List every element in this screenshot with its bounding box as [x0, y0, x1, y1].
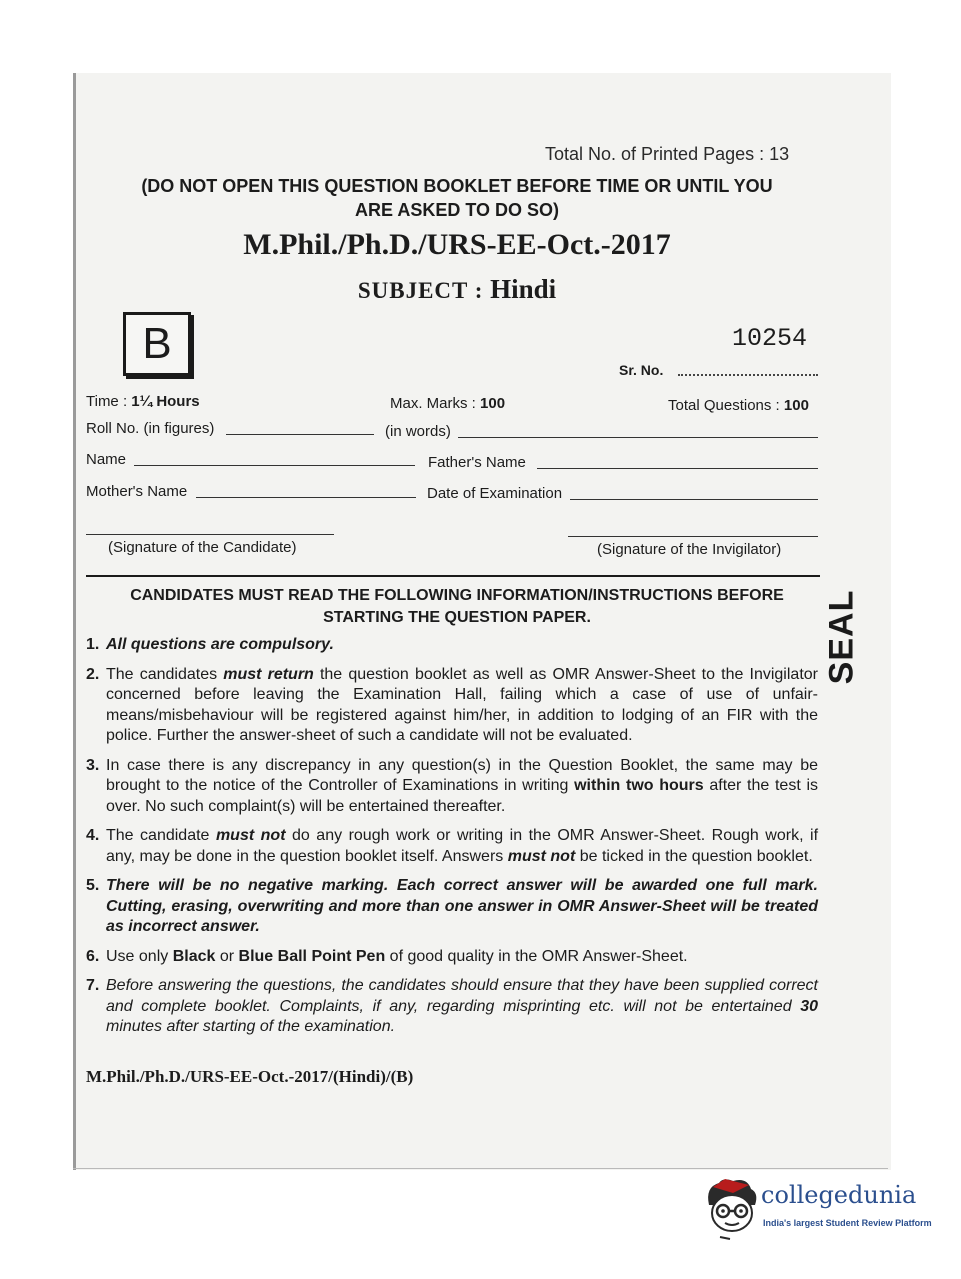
instructions-list [86, 635, 818, 1047]
serial-number-dotted-line [678, 374, 818, 376]
text-segment: or [215, 947, 239, 965]
booklet-code-footer: M.Phil./Ph.D./URS-EE-Oct.-2017/(Hindi)/(B) [86, 1067, 414, 1086]
exam-title: M.Phil./Ph.D./URS-EE-Oct.-2017 [243, 228, 671, 261]
instruction-item [86, 876, 818, 938]
roll-no-words-label: (in words) [385, 423, 451, 440]
booklet-set-box: B [123, 312, 191, 376]
text-segment: In case there is any discrepancy in any question(s) in the Question Booklet, the same may be brought to the notice of the Controller of Examinations in writing [106, 756, 818, 794]
emphasis: must not [215, 827, 286, 844]
instruction-item [86, 635, 818, 656]
emphasis: must return [223, 665, 314, 683]
instruction-text [106, 976, 818, 1038]
invigilator-signature-label: (Signature of the Invigilator) [597, 541, 782, 558]
warning-line-1: (DO NOT OPEN THIS QUESTION BOOKLET BEFORE TIME OR UNTIL YOU [141, 176, 773, 196]
instruction-item [86, 976, 818, 1038]
instruction-number: 1. [86, 636, 100, 653]
serial-number-value: 10254 [732, 324, 808, 353]
instruction-number: 4. [86, 827, 100, 844]
text-segment: of good quality in the OMR Answer-Sheet. [385, 947, 688, 965]
date-of-exam-field[interactable] [570, 499, 818, 500]
text-segment: Before answering the questions, the candidates should ensure that they have been supplied correct and complete booklet. Complaints, if any, regarding misprinting etc. will not be entertained [106, 977, 818, 1015]
time-value: 1¼ Hours [131, 393, 200, 410]
instruction-number: 3. [86, 756, 100, 774]
emphasis: Black [172, 947, 216, 965]
text-segment: do any rough work or writing in the OMR Answer-Sheet. Rough work, if any, may be done in the question booklet itself. Answers [106, 827, 819, 865]
text-segment: the question booklet as well as OMR Answer-Sheet to the Invigilator concerned before leaving the Examination Hall, failing which a case of use of unfair-means/misbehaviour will be registered against him/her, in addition to lodging of an FIR with the police. Further the answer-sheet of such a candidate will not be evaluated. [106, 665, 818, 744]
instructions-heading-line-1: CANDIDATES MUST READ THE FOLLOWING INFORMATION/INSTRUCTIONS BEFORE [130, 587, 784, 604]
name-label: Name [86, 451, 127, 468]
name-field[interactable] [134, 465, 415, 466]
collegedunia-logo [703, 1175, 933, 1245]
roll-no-words-field[interactable] [458, 437, 818, 438]
emphasis: Blue Ball Point Pen [238, 947, 386, 965]
total-printed-pages: Total No. of Printed Pages : 13 [545, 144, 790, 164]
instruction-number: 6. [86, 947, 100, 965]
instruction-text [106, 947, 818, 968]
max-marks-value: 100 [480, 395, 506, 412]
text-segment: after the test is over. No such complaint(s) will be entertained thereafter. [106, 777, 819, 815]
invigilator-signature-line[interactable] [568, 536, 818, 537]
subject-value: Hindi [490, 274, 557, 304]
max-marks [390, 395, 505, 412]
text-segment: be ticked in the question booklet. [575, 847, 813, 865]
instruction-item [86, 665, 818, 747]
time-label: Time : [86, 393, 128, 410]
max-marks-label: Max. Marks : [390, 395, 476, 412]
instruction-number: 7. [86, 977, 100, 994]
roll-no-figures-field[interactable] [226, 434, 374, 435]
father-name-field[interactable] [537, 468, 818, 469]
instruction-text [106, 665, 818, 747]
emphasis: 30 [800, 997, 818, 1015]
roll-no-figures-label: Roll No. (in figures) [86, 420, 215, 437]
instruction-number: 2. [86, 665, 100, 683]
seal-text: SEAL [822, 589, 861, 685]
emphasis: There will be no negative marking. Each correct answer will be awarded one full mark. Cutting, erasing, overwriting and more than one answer in OMR Answer-Sheet will be treated as incorrect answer. [106, 877, 818, 935]
instructions-heading-line-2: STARTING THE QUESTION PAPER. [323, 609, 591, 626]
candidate-signature-label: (Signature of the Candidate) [108, 539, 297, 556]
total-questions-label: Total Questions : [668, 397, 780, 414]
candidate-signature-line[interactable] [86, 534, 334, 535]
total-questions [668, 397, 809, 414]
mother-name-label: Mother's Name [86, 483, 188, 500]
warning-line-2: ARE ASKED TO DO SO) [354, 200, 560, 220]
instruction-number: 5. [86, 877, 100, 894]
page-bottom-edge [73, 1168, 888, 1169]
text-segment: minutes after starting of the examination. [106, 1018, 396, 1035]
brand-name: collegedunia [761, 1181, 917, 1209]
emphasis: All questions are compulsory. [106, 636, 334, 653]
emphasis: within two hours [574, 777, 704, 794]
text-segment: The candidate [106, 827, 216, 844]
emphasis: must not [507, 847, 576, 865]
instruction-text [106, 826, 818, 867]
time-allowed [86, 393, 200, 410]
instruction-text [106, 876, 818, 938]
instruction-item [86, 947, 818, 968]
total-questions-value: 100 [783, 397, 809, 414]
instruction-item [86, 756, 818, 818]
seal-stamp [819, 589, 865, 685]
father-name-label: Father's Name [428, 454, 526, 471]
date-of-exam-label: Date of Examination [427, 485, 563, 502]
instruction-text [106, 756, 818, 818]
mother-name-field[interactable] [196, 497, 416, 498]
instruction-item [86, 826, 818, 867]
student-mascot-icon [703, 1175, 761, 1243]
text-segment: The candidates [106, 665, 224, 683]
instructions-divider [86, 575, 820, 577]
subject-heading [86, 274, 828, 305]
instruction-text [106, 635, 818, 656]
text-segment: Use only [106, 947, 173, 965]
do-not-open-warning [86, 174, 828, 222]
subject-label: SUBJECT : [357, 278, 484, 303]
serial-number-label: Sr. No. [619, 362, 664, 378]
brand-tagline: India's largest Student Review Platform [763, 1218, 932, 1228]
instructions-heading [86, 585, 828, 629]
